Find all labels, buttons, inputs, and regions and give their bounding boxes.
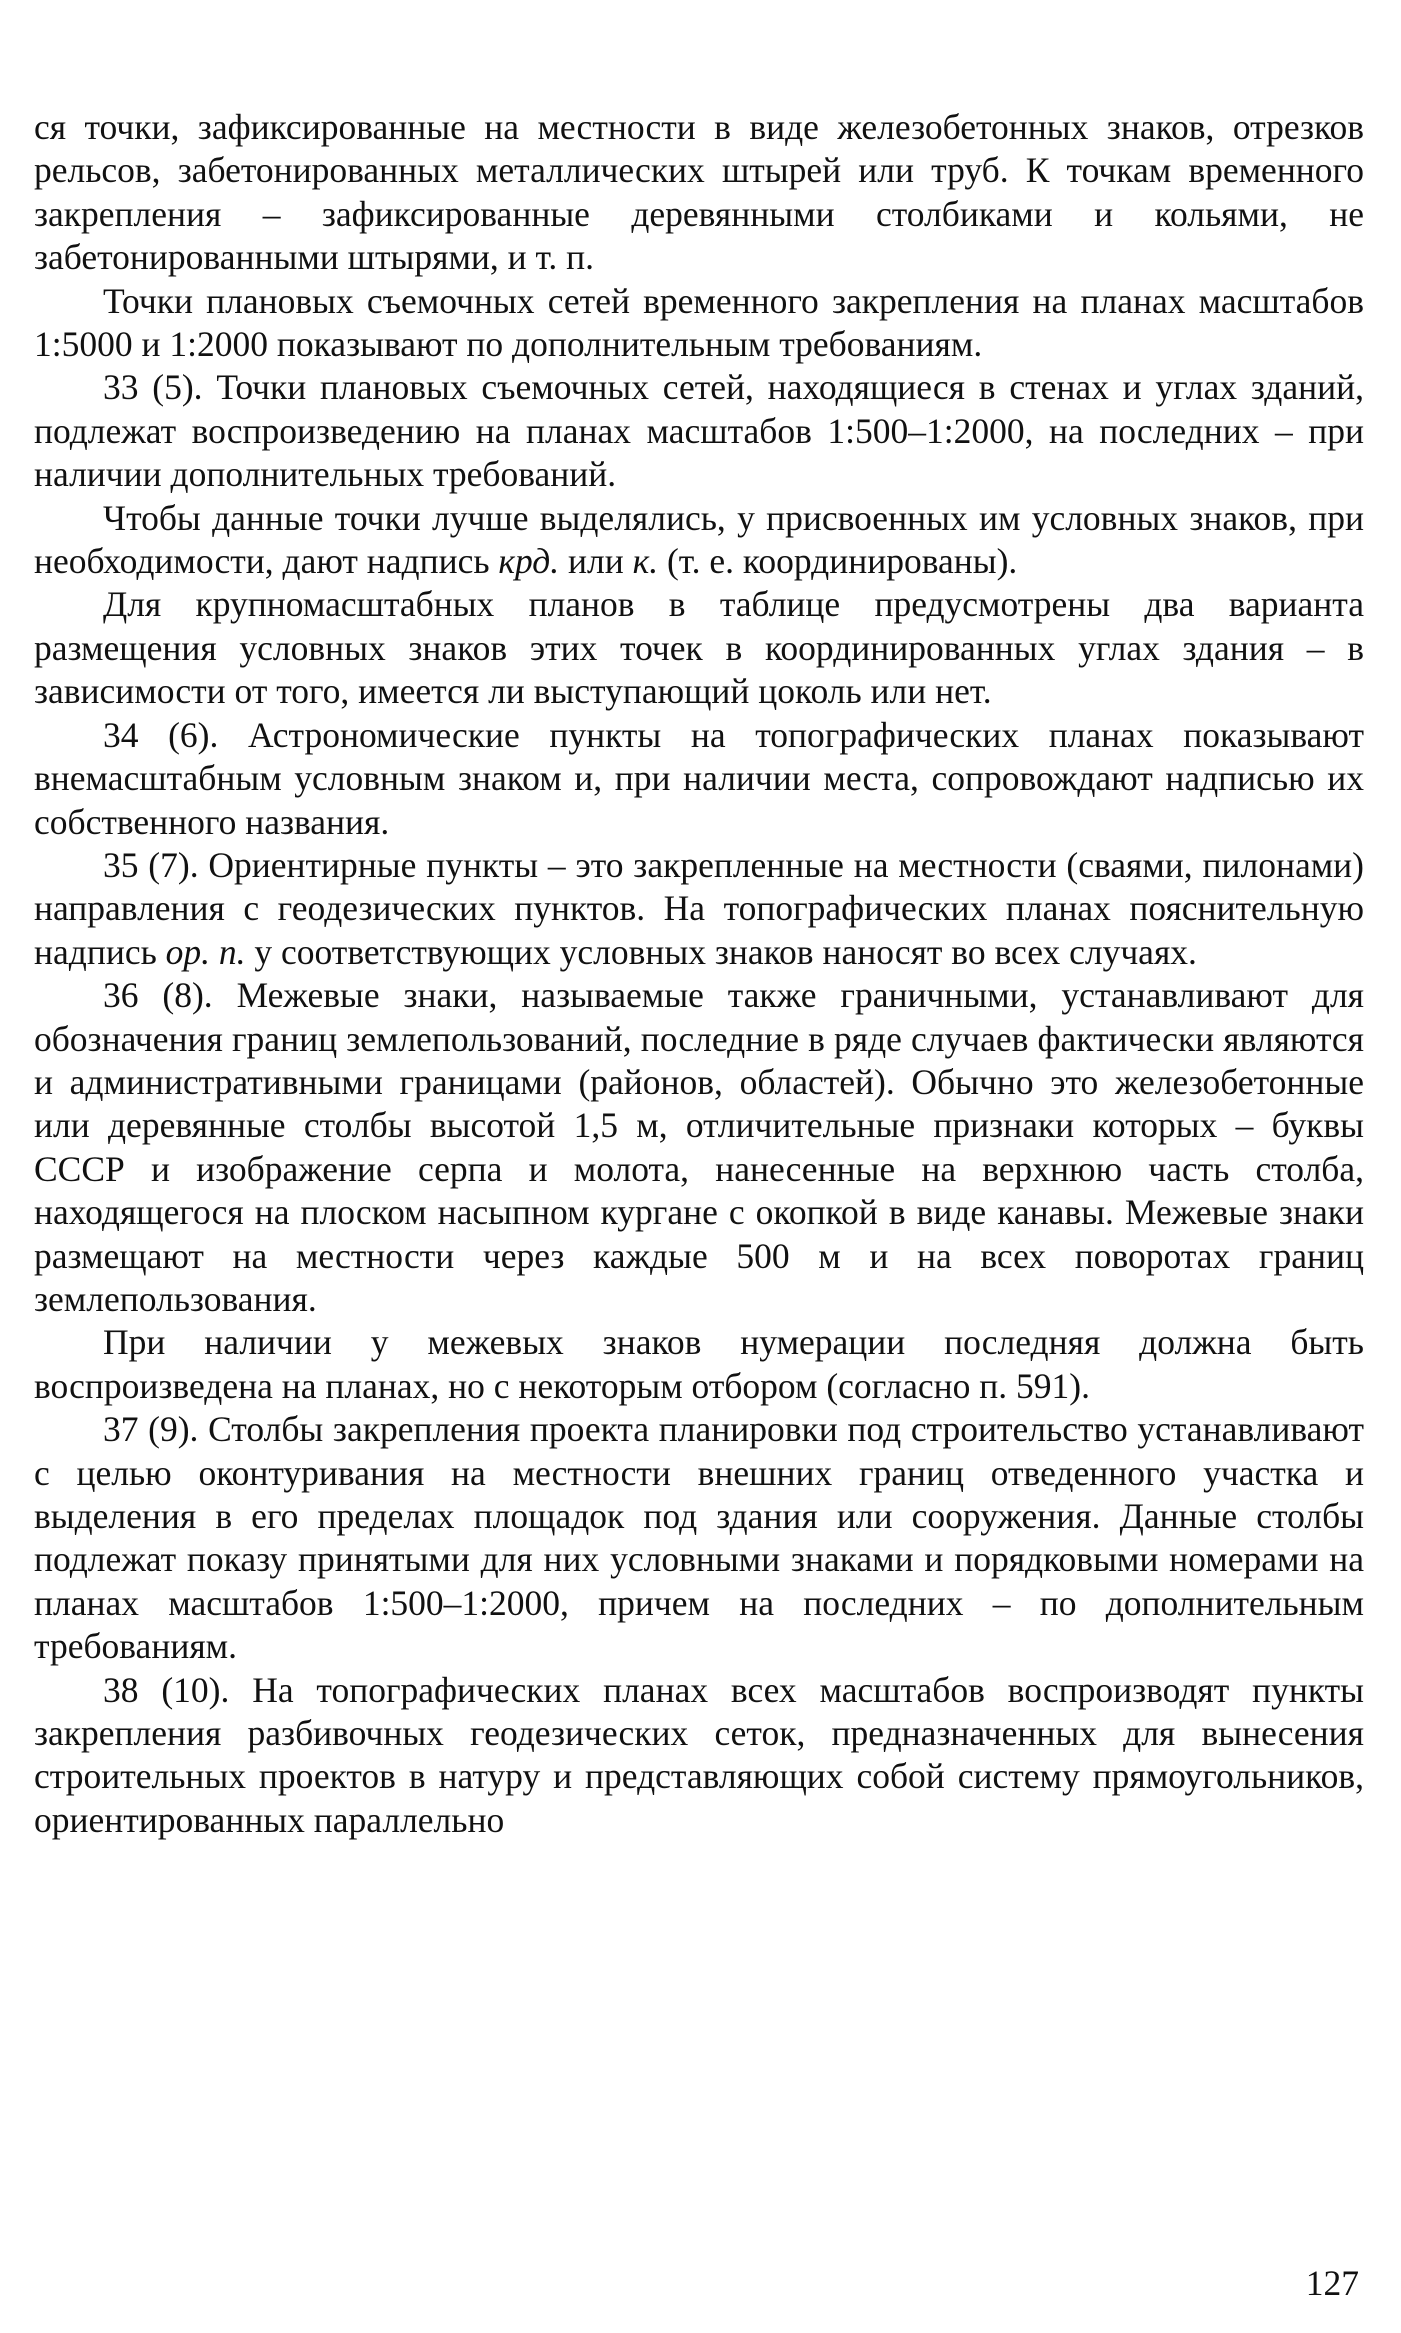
- paragraph-38: [34, 1669, 1364, 1843]
- paragraph-text-after: у соответствующих условных знаков наносят во всех случаях.: [245, 931, 1197, 972]
- paragraph-text: Точки плановых съемочных сетей, находящиеся в стенах и углах зданий, подлежат воспроизведению на планах масштабов 1:500–1:2000, на последних – при наличии дополнительных требований.: [34, 367, 1364, 495]
- paragraph-37: [34, 1408, 1364, 1668]
- paragraph-number: 34 (6).: [103, 714, 219, 755]
- paragraph-text-before: Ориентирные пункты – это закрепленные на местности (сваями, пилонами) направления с геодезических пунктов. На топографических планах пояснительную надпись: [34, 844, 1364, 972]
- paragraph-text: Астрономические пункты на топографических планах показывают внемасштабным условным знаком и, при наличии места, сопровождают надписью их собственного названия.: [34, 714, 1364, 842]
- page-text: [34, 106, 1364, 1842]
- paragraph-text-after: (т. е. координированы).: [658, 541, 1018, 582]
- paragraph-35: [34, 844, 1364, 974]
- label-or-p: ор. п.: [165, 931, 246, 972]
- paragraph-number: 37 (9).: [103, 1409, 199, 1450]
- label-k: к.: [632, 541, 659, 582]
- paragraph-large-scale: [34, 583, 1364, 713]
- paragraph-text: ся точки, зафиксированные на местности в виде железобетонных знаков, отрезков рельсов, забетонированных металлических штырей или труб. К точкам временного закрепления – зафиксированные деревянными столбиками и кольями, не забетонированными штырями, и т. п.: [34, 107, 1364, 278]
- paragraph-text: Столбы закрепления проекта планировки под строительство устанавливают с целью оконтуривания на местности внешних границ отведенного участка и выделения в его пределах площадок под здания или сооружения. Данные столбы подлежат показу принятыми для них условными знаками и порядковыми номерами на планах масштабов 1:500–1:2000, причем на последних – по дополнительным требованиям.: [34, 1409, 1364, 1667]
- paragraph-34: [34, 714, 1364, 844]
- paragraph-temporary-points: [34, 280, 1364, 367]
- paragraph-text: При наличии у межевых знаков нумерации последняя должна быть воспроизведена на планах, но с некоторым отбором (согласно п. 591).: [34, 1322, 1364, 1406]
- paragraph-text: Точки плановых съемочных сетей временного закрепления на планах масштабов 1:5000 и 1:2000 показывают по дополнительным требованиям.: [34, 280, 1364, 365]
- paragraph-number: 38 (10).: [103, 1669, 230, 1710]
- paragraph-number: 35 (7).: [103, 844, 199, 885]
- paragraph-36: [34, 974, 1364, 1321]
- paragraph-labels: [34, 497, 1364, 584]
- paragraph-numbering: [34, 1321, 1364, 1408]
- paragraph-continuation: [34, 106, 1364, 280]
- paragraph-text: На топографических планах всех масштабов воспроизводят пункты закрепления разбивочных геодезических сеток, предназначенных для вынесения строительных проектов в натуру и представляющих собой систему прямоугольников, ориентированных параллельно: [34, 1669, 1364, 1840]
- paragraph-number: 33 (5).: [103, 367, 203, 408]
- paragraph-text: Для крупномасштабных планов в таблице предусмотрены два варианта размещения условных знаков этих точек в координированных углах здания – в зависимости от того, имеется ли выступающий цоколь или нет.: [34, 584, 1364, 712]
- page-number: 127: [1305, 2263, 1359, 2303]
- paragraph-33: [34, 366, 1364, 496]
- label-crd: крд.: [498, 541, 560, 582]
- paragraph-number: 36 (8).: [103, 975, 213, 1016]
- paragraph-text-middle: или: [559, 541, 633, 582]
- paragraph-text-before: Чтобы данные точки лучше выделялись, у присвоенных им условных знаков, при необходимости, дают надпись: [34, 497, 1364, 582]
- paragraph-text: Межевые знаки, называемые также граничными, устанавливают для обозначения границ землепользований, последние в ряде случаев фактически являются и административными границами (районов, областей). Обычно это железобетонные или деревянные столбы высотой 1,5 м, отличительные признаки которых – буквы СССР и изображение серпа и молота, нанесенные на верхнюю часть столба, находящегося на плоском насыпном кургане с окопкой в виде канавы. Межевые знаки размещают на местности через каждые 500 м и на всех поворотах границ землепользования.: [34, 975, 1364, 1319]
